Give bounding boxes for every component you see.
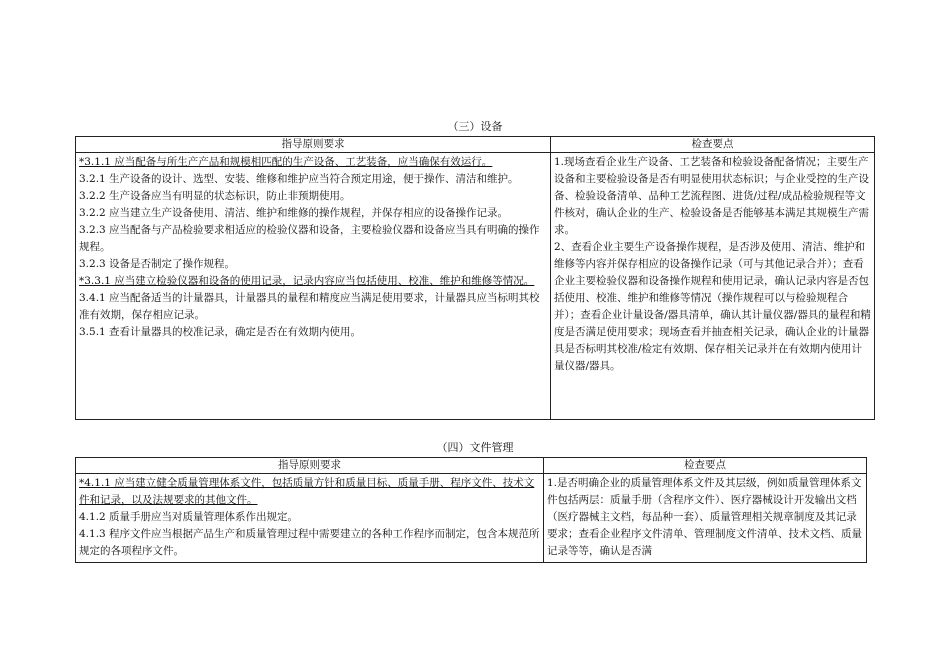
document-management-table xyxy=(75,457,867,563)
requirement-item: *3.3.1 应当建立检验仪器和设备的使用记录，记录内容应当包括使用、校准、维护和维修等情况。 xyxy=(79,275,535,287)
equipment-table xyxy=(75,136,875,420)
section-3-title: （三）设备 xyxy=(447,120,503,133)
requirement-item: 3.5.1 查看计量器具的校准记录，确定是否在有效期内使用。 xyxy=(79,326,362,338)
column-header-requirements: 指导原则要求 xyxy=(76,137,551,153)
column-header-check-points: 检查要点 xyxy=(551,137,875,153)
requirements-cell xyxy=(76,474,544,563)
requirement-item: 3.2.3 应当配备与产品检验要求相适应的检验仪器和设备，主要检验仪器和设备应当具有明确的操作规程。 xyxy=(79,224,540,253)
requirement-item: 4.1.3 程序文件应当根据产品生产和质量管理过程中需要建立的各种工作程序而制定，包含本规范所规定的各项程序文件。 xyxy=(79,528,540,557)
column-header-requirements: 指导原则要求 xyxy=(76,458,544,474)
requirement-item: 3.2.3 设备是否制定了操作规程。 xyxy=(79,258,236,270)
section-4-title: （四）文件管理 xyxy=(436,441,514,454)
requirement-item: 3.4.1 应当配备适当的计量器具，计量器具的量程和精度应当满足使用要求，计量器具应当标明其校准有效期，保存相应记录。 xyxy=(79,292,540,321)
requirement-item: 4.1.2 质量手册应当对质量管理体系作出规定。 xyxy=(79,511,299,523)
check-point-item: 1.是否明确企业的质量管理体系文件及其层级，例如质量管理体系文件包括两层：质量手册（含程序文件）、医疗器械设计开发输出文档（医疗器械主文档，每品种一套）、质量管理相关规章制度及其记录要求；查看企业程序文件清单、管理制度文件清单、技术文档、质量记录等等，确认是否满 xyxy=(547,477,862,557)
requirement-item: *3.1.1 应当配备与所生产产品和规模相匹配的生产设备、工艺装备，应当确保有效运行。 xyxy=(79,156,493,168)
requirement-item: *4.1.1 应当建立健全质量管理体系文件，包括质量方针和质量目标、质量手册、程序文件、技术文件和记录，以及法规要求的其他文件。 xyxy=(79,477,535,506)
requirement-item: 3.2.1 生产设备的设计、选型、安装、维修和维护应当符合预定用途，便于操作、清洁和维护。 xyxy=(79,173,519,185)
check-point-item: 2、查看企业主要生产设备操作规程，是否涉及使用、清洁、维护和维修等内容并保存相应的设备操作记录（可与其他记录合并）；查看企业主要检验仪器和设备操作规程和使用记录，确认记录内容是否包括使用、校准、维护和维修等情况（操作规程可以与检验规程合并）；查看企业计量设备/器具清单，确认其计量仪器/器具的量程和精度是否满足使用要求；现场查看并抽查相关记录，确认企业的计量器具是否标明其校准/检定有效期、保存相关记录并在有效期内使用计量仪器/器具。 xyxy=(554,241,871,372)
check-points-cell xyxy=(551,153,875,420)
requirement-item: 3.2.2 生产设备应当有明显的状态标识，防止非预期使用。 xyxy=(79,190,351,202)
check-point-item: 1.现场查看企业生产设备、工艺装备和检验设备配备情况；主要生产设备和主要检验设备是否有明显使用状态标识；与企业受控的生产设备、检验设备清单、品种工艺流程图、进货/过程/成品检验规程等文件核对，确认企业的生产、检验设备是否能够基本满足其规模生产需求。 xyxy=(554,156,869,236)
check-points-cell xyxy=(544,474,867,563)
requirements-cell xyxy=(76,153,551,420)
column-header-check-points: 检查要点 xyxy=(544,458,867,474)
requirement-item: 3.2.2 应当建立生产设备使用、清洁、维护和维修的操作规程，并保存相应的设备操作记录。 xyxy=(79,207,509,219)
